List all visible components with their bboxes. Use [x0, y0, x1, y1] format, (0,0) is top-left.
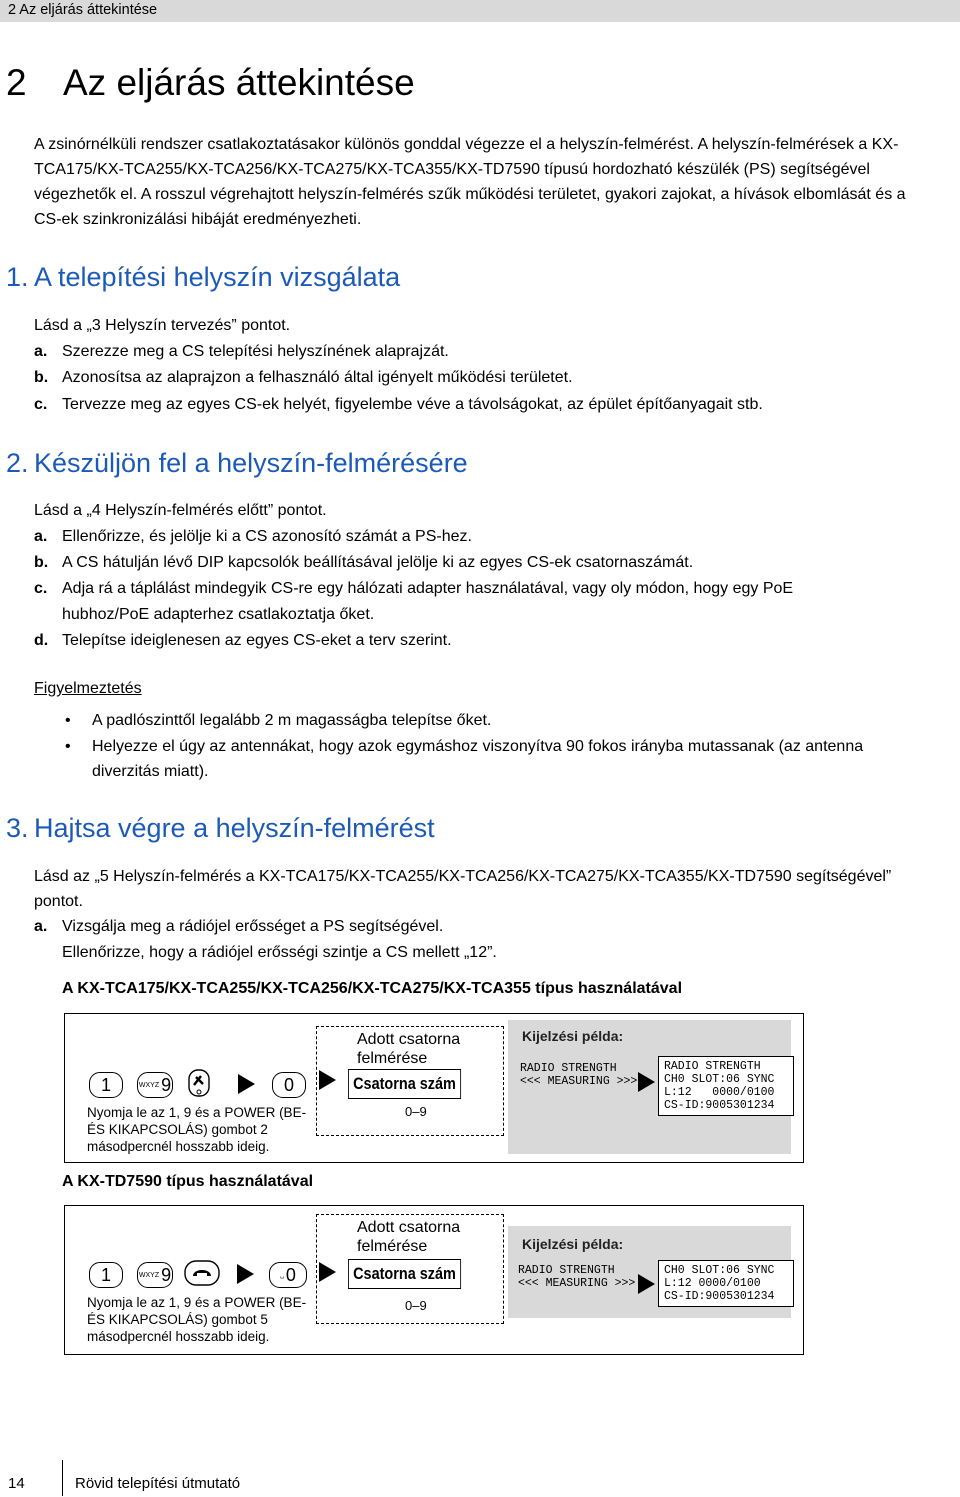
warning-bullet: • Helyezze el úgy az antennákat, hogy azok egymáshoz viszonyítva 90 fokos irányba mutassanak (az antenna diverzitás miatt).: [92, 734, 912, 784]
list-item: b. Azonosítsa az alaprajzon a felhasználó által igényelt működési területet.: [34, 369, 573, 386]
section-2-number: 2.: [6, 448, 29, 478]
page-title: [6, 62, 415, 104]
diagram-1-channel-title: Adott csatorna felmérése: [357, 1031, 461, 1067]
key-1-button: 1: [89, 1072, 123, 1098]
page-number: 14: [8, 1475, 25, 1492]
warning-bullet: • A padlószinttől legalább 2 m magasságba telepítse őket.: [92, 708, 912, 733]
intro-paragraph: A zsinórnélküli rendszer csatlakoztatásakor különös gonddal végezze el a helyszín-felmérést. A helyszín-felmérések a KX-TCA175/KX-TCA255/KX-TCA256/KX-TCA275/KX-TCA355/KX-TD7590 típusú hordozható készülék (PS) segítségével végezhetők el. A rosszul végrehajtott helyszín-felmérés szűk működési területet, gyakori zajokat, a hívások elbomlását és a CS-ek szinkronizálási hibáját eredményezheti.: [34, 136, 906, 228]
key-9-button: WXYZ 9: [137, 1262, 173, 1288]
section-3-ref: Lásd az „5 Helyszín-felmérés a KX-TCA175/KX-TCA255/KX-TCA256/KX-TCA275/KX-TCA355/KX-TD7590 segítségével” pontot.: [34, 868, 892, 910]
diagram-2-lcd-result: CH0 SLOT:06 SYNC L:12 0000/0100 CS-ID:9005301234: [658, 1260, 794, 1307]
diagram-1-channel-label: Csatorna szám: [348, 1069, 461, 1099]
section-2-heading: [6, 448, 468, 479]
warning-title: Figyelmeztetés: [34, 680, 142, 697]
list-item: a. Vizsgálja meg a rádiójel erősséget a PS segítségével.: [34, 918, 444, 935]
diagram-1-example-label: Kijelzési példa:: [522, 1028, 624, 1044]
diagram-1-channel-range: 0–9: [405, 1104, 427, 1119]
section-1-ref: Lásd a „3 Helyszín tervezés” pontot.: [34, 317, 291, 334]
list-item-continuation: Ellenőrizze, hogy a rádiójel erősségi szintje a CS mellett „12”.: [62, 944, 497, 961]
list-item: d. Telepítse ideiglenesen az egyes CS-eket a terv szerint.: [34, 632, 452, 649]
running-header-text: 2 Az eljárás áttekintése: [8, 2, 158, 18]
list-item: a. Szerezze meg a CS telepítési helyszínének alaprajzát.: [34, 343, 449, 360]
page-title-number: 2: [6, 62, 27, 103]
footer-doc-title: Rövid telepítési útmutató: [75, 1475, 241, 1492]
diagram-1-instruction: Nyomja le az 1, 9 és a POWER (BE- ÉS KIKAPCSOLÁS) gombot 2 másodpercnél hosszabb ideig.: [87, 1105, 307, 1154]
arrow-right-icon: [638, 1274, 655, 1294]
page-title-text: Az eljárás áttekintése: [63, 62, 415, 103]
diagram-2-channel-label: Csatorna szám: [348, 1259, 461, 1289]
power-key-icon: [183, 1258, 223, 1290]
diagram-2-heading: A KX-TD7590 típus használatával: [62, 1173, 314, 1190]
diagram-2-channel-title: Adott csatorna felmérése: [357, 1219, 461, 1255]
key-0-button: ␣ 0: [269, 1262, 307, 1288]
diagram-2-instruction: Nyomja le az 1, 9 és a POWER (BE- ÉS KIKAPCSOLÁS) gombot 5 másodpercnél hosszabb ideig.: [87, 1295, 307, 1344]
section-3-heading: [6, 813, 435, 844]
key-1-button: 1: [89, 1262, 123, 1288]
arrow-right-icon: [238, 1074, 255, 1094]
power-key-icon: [185, 1066, 215, 1102]
diagram-1-heading: A KX-TCA175/KX-TCA255/KX-TCA256/KX-TCA275/KX-TCA355 típus használatával: [62, 980, 683, 997]
bullet-icon: •: [65, 738, 71, 755]
list-item: c. Adja rá a táplálást mindegyik CS-re egy hálózati adapter használatával, vagy oly módon, hogy egy PoE: [34, 580, 794, 597]
key-0-button: 0: [272, 1072, 306, 1098]
footer-divider: [62, 1460, 63, 1496]
section-1-heading: [6, 262, 400, 293]
list-item: a. Ellenőrizze, és jelölje ki a CS azonosító számát a PS-hez.: [34, 528, 472, 545]
list-item: c. Tervezze meg az egyes CS-ek helyét, figyelembe véve a távolságokat, az épület építőanyagait stb.: [34, 396, 763, 413]
diagram-1-lcd-start: RADIO STRENGTH <<< MEASURING >>>: [520, 1062, 638, 1088]
bullet-icon: •: [65, 712, 71, 729]
arrow-right-icon: [237, 1264, 254, 1284]
arrow-right-icon: [638, 1072, 655, 1092]
key-9-button: WXYZ 9: [137, 1072, 173, 1098]
section-2-title: Készüljön fel a helyszín-felmérésére: [34, 448, 468, 478]
section-2-ref: Lásd a „4 Helyszín-felmérés előtt” pontot.: [34, 502, 327, 519]
arrow-right-icon: [319, 1262, 336, 1282]
section-1-title: A telepítési helyszín vizsgálata: [34, 262, 401, 292]
list-item: hubhoz/PoE adapterhez csatlakoztatja őket.: [62, 606, 375, 623]
diagram-2-lcd-start: RADIO STRENGTH <<< MEASURING >>>: [518, 1264, 636, 1290]
diagram-1-example-box: [508, 1020, 791, 1154]
running-header: [0, 0, 960, 22]
section-1-number: 1.: [6, 262, 29, 292]
arrow-right-icon: [319, 1070, 336, 1090]
list-item: b. A CS hátulján lévő DIP kapcsolók beállításával jelölje ki az egyes CS-ek csatornaszámát.: [34, 554, 694, 571]
diagram-2-example-label: Kijelzési példa:: [522, 1236, 624, 1252]
section-3-number: 3.: [6, 813, 29, 843]
diagram-2-channel-range: 0–9: [405, 1298, 427, 1313]
section-3-title: Hajtsa végre a helyszín-felmérést: [34, 813, 435, 843]
diagram-1-lcd-result: RADIO STRENGTH CH0 SLOT:06 SYNC L:12 0000/0100 CS-ID:9005301234: [658, 1056, 794, 1116]
diagram-2-example-box: [508, 1226, 791, 1318]
